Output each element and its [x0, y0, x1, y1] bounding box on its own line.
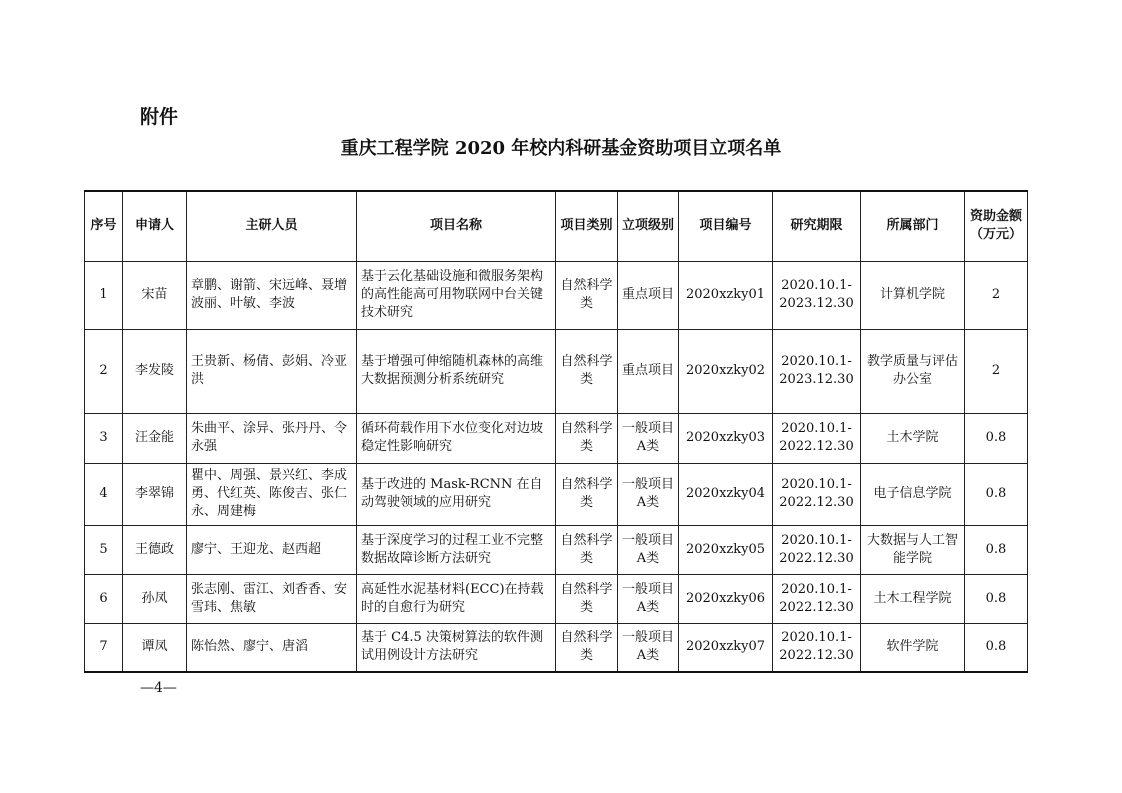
- cell-code: 2020xzky06: [679, 574, 773, 623]
- cell-no: 5: [85, 525, 123, 574]
- col-header-applicant: 申请人: [123, 191, 187, 261]
- cell-category: 自然科学类: [556, 261, 618, 329]
- cell-applicant: 孙凤: [123, 574, 187, 623]
- cell-period: 2020.10.1-2023.12.30: [773, 329, 861, 413]
- cell-applicant: 汪金能: [123, 413, 187, 463]
- cell-no: 6: [85, 574, 123, 623]
- cell-level: 一般项目A类: [618, 574, 679, 623]
- cell-category: 自然科学类: [556, 329, 618, 413]
- cell-dept: 教学质量与评估办公室: [861, 329, 965, 413]
- col-header-members: 主研人员: [187, 191, 357, 261]
- cell-period: 2020.10.1-2023.12.30: [773, 261, 861, 329]
- table-row: [85, 463, 1028, 525]
- cell-level: 一般项目A类: [618, 525, 679, 574]
- cell-name: 基于 C4.5 决策树算法的软件测试用例设计方法研究: [357, 623, 556, 672]
- cell-amount: 0.8: [965, 623, 1028, 672]
- cell-period: 2020.10.1-2022.12.30: [773, 574, 861, 623]
- cell-category: 自然科学类: [556, 574, 618, 623]
- cell-members: 章鹏、谢箭、宋远峰、聂增波丽、叶敏、李波: [187, 261, 357, 329]
- col-header-period: 研究期限: [773, 191, 861, 261]
- cell-applicant: 宋苗: [123, 261, 187, 329]
- attachment-label: 附件: [140, 106, 179, 128]
- table-row: [85, 623, 1028, 672]
- cell-amount: 2: [965, 261, 1028, 329]
- col-header-dept: 所属部门: [861, 191, 965, 261]
- cell-dept: 计算机学院: [861, 261, 965, 329]
- cell-level: 重点项目: [618, 329, 679, 413]
- cell-name: 基于深度学习的过程工业不完整数据故障诊断方法研究: [357, 525, 556, 574]
- cell-members: 廖宁、王迎龙、赵西超: [187, 525, 357, 574]
- cell-no: 7: [85, 623, 123, 672]
- cell-name: 基于增强可伸缩随机森林的高维大数据预测分析系统研究: [357, 329, 556, 413]
- table-row: [85, 413, 1028, 463]
- cell-applicant: 谭凤: [123, 623, 187, 672]
- cell-code: 2020xzky04: [679, 463, 773, 525]
- col-header-category: 项目类别: [556, 191, 618, 261]
- page-number: —4—: [140, 680, 177, 696]
- cell-dept: 大数据与人工智能学院: [861, 525, 965, 574]
- cell-name: 高延性水泥基材料(ECC)在持载时的自愈行为研究: [357, 574, 556, 623]
- cell-dept: 电子信息学院: [861, 463, 965, 525]
- cell-name: 循环荷载作用下水位变化对边坡稳定性影响研究: [357, 413, 556, 463]
- document-title: 重庆工程学院 2020 年校内科研基金资助项目立项名单: [340, 138, 782, 159]
- cell-applicant: 李翠锦: [123, 463, 187, 525]
- cell-no: 2: [85, 329, 123, 413]
- table-row: [85, 574, 1028, 623]
- table-row: [85, 329, 1028, 413]
- cell-members: 张志刚、雷江、刘香香、安雪玮、焦敏: [187, 574, 357, 623]
- col-header-code: 项目编号: [679, 191, 773, 261]
- cell-code: 2020xzky01: [679, 261, 773, 329]
- cell-category: 自然科学类: [556, 463, 618, 525]
- cell-dept: 土木工程学院: [861, 574, 965, 623]
- cell-level: 一般项目A类: [618, 623, 679, 672]
- cell-code: 2020xzky03: [679, 413, 773, 463]
- col-header-amount: 资助金额（万元）: [965, 191, 1028, 261]
- cell-no: 1: [85, 261, 123, 329]
- col-header-name: 项目名称: [357, 191, 556, 261]
- cell-amount: 0.8: [965, 413, 1028, 463]
- cell-period: 2020.10.1-2022.12.30: [773, 525, 861, 574]
- cell-applicant: 李发陵: [123, 329, 187, 413]
- cell-category: 自然科学类: [556, 413, 618, 463]
- cell-level: 一般项目A类: [618, 463, 679, 525]
- cell-no: 3: [85, 413, 123, 463]
- cell-members: 瞿中、周强、景兴红、李成勇、代红英、陈俊吉、张仁永、周建梅: [187, 463, 357, 525]
- cell-amount: 0.8: [965, 574, 1028, 623]
- cell-level: 一般项目A类: [618, 413, 679, 463]
- cell-applicant: 王德政: [123, 525, 187, 574]
- cell-period: 2020.10.1-2022.12.30: [773, 463, 861, 525]
- cell-members: 朱曲平、涂异、张丹丹、令永强: [187, 413, 357, 463]
- table-row: [85, 525, 1028, 574]
- cell-members: 陈怡然、廖宁、唐滔: [187, 623, 357, 672]
- cell-dept: 软件学院: [861, 623, 965, 672]
- project-table: [84, 190, 1028, 673]
- cell-name: 基于云化基础设施和微服务架构的高性能高可用物联网中台关键技术研究: [357, 261, 556, 329]
- cell-code: 2020xzky05: [679, 525, 773, 574]
- header-row: [85, 191, 1028, 261]
- table-row: [85, 261, 1028, 329]
- cell-amount: 0.8: [965, 525, 1028, 574]
- cell-period: 2020.10.1-2022.12.30: [773, 623, 861, 672]
- cell-level: 重点项目: [618, 261, 679, 329]
- col-header-level: 立项级别: [618, 191, 679, 261]
- cell-amount: 0.8: [965, 463, 1028, 525]
- cell-dept: 土木学院: [861, 413, 965, 463]
- col-header-no: 序号: [85, 191, 123, 261]
- cell-members: 王贵新、杨倩、彭娟、冷亚洪: [187, 329, 357, 413]
- cell-code: 2020xzky02: [679, 329, 773, 413]
- cell-code: 2020xzky07: [679, 623, 773, 672]
- cell-period: 2020.10.1-2022.12.30: [773, 413, 861, 463]
- cell-no: 4: [85, 463, 123, 525]
- cell-category: 自然科学类: [556, 623, 618, 672]
- cell-amount: 2: [965, 329, 1028, 413]
- cell-category: 自然科学类: [556, 525, 618, 574]
- cell-name: 基于改进的 Mask-RCNN 在自动驾驶领域的应用研究: [357, 463, 556, 525]
